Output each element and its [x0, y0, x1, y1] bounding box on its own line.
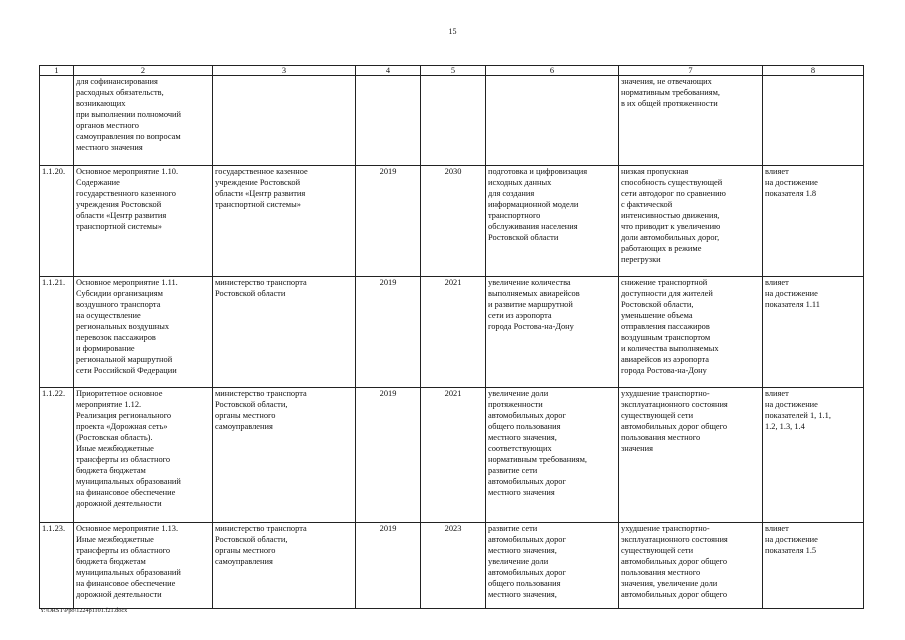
start-year: 2019 — [356, 166, 421, 277]
end-year — [421, 76, 486, 166]
expected-result: увеличение количества выполняемых авиарейсов и развитие маршрутной сети из аэропорта города Ростова-на-Дону — [486, 277, 619, 388]
row-number: 1.1.20. — [40, 166, 74, 277]
end-year: 2030 — [421, 166, 486, 277]
non-implementation-consequences: ухудшение транспортно- эксплуатационного состояния существующей сети автомобильных дорог общего пользования местного значения, увеличение доли автомобильных дорог общего — [619, 523, 763, 609]
end-year: 2021 — [421, 388, 486, 523]
table-row — [40, 277, 864, 388]
non-implementation-consequences: низкая пропускная способность существующей сети автодорог по сравнению с фактической интенсивностью движения, что приводит к увеличению доли автомобильных дорог, работающих в режиме перегрузки — [619, 166, 763, 277]
measure-name: Основное мероприятие 1.13. Иные межбюджетные трансферты из областного бюджета бюджетам муниципальных образований на финансовое обеспечение дорожной деятельности — [74, 523, 213, 609]
non-implementation-consequences: значения, не отвечающих нормативным требованиям, в их общей протяженности — [619, 76, 763, 166]
executor: государственное казенное учреждение Ростовской области «Центр развития транспортной системы» — [213, 166, 356, 277]
end-year: 2021 — [421, 277, 486, 388]
measure-name: Приоритетное основное мероприятие 1.12. Реализация регионального проекта «Дорожная сеть» (Ростовская область). Иные межбюджетные трансферты из областного бюджета бюджетам муниципальных образований на финансовое обеспечение дорожной деятельности — [74, 388, 213, 523]
indicator-link — [763, 76, 864, 166]
header-cell: 3 — [213, 66, 356, 76]
header-cell: 2 — [74, 66, 213, 76]
table-row — [40, 523, 864, 609]
expected-result: развитие сети автомобильных дорог местного значения, увеличение доли автомобильных дорог общего пользования местного значения, — [486, 523, 619, 609]
header-cell: 1 — [40, 66, 74, 76]
header-cell: 4 — [356, 66, 421, 76]
header-cell: 7 — [619, 66, 763, 76]
indicator-link: влияет на достижение показателя 1.11 — [763, 277, 864, 388]
table-row — [40, 76, 864, 166]
row-number: 1.1.22. — [40, 388, 74, 523]
executor: министерство транспорта Ростовской области, органы местного самоуправления — [213, 388, 356, 523]
expected-result: подготовка и цифровизация исходных данных для создания информационной модели транспортного обслуживания населения Ростовской области — [486, 166, 619, 277]
measures-table — [39, 65, 864, 609]
executor: министерство транспорта Ростовской области, органы местного самоуправления — [213, 523, 356, 609]
file-path-footer: Y:\ORST\Ppo\1224p1101.f21.docx — [40, 607, 128, 614]
page-number: 15 — [448, 27, 457, 36]
expected-result — [486, 76, 619, 166]
table-row — [40, 388, 864, 523]
row-number — [40, 76, 74, 166]
start-year — [356, 76, 421, 166]
measure-name: для софинансирования расходных обязательств, возникающих при выполнении полномочий органов местного самоуправления по вопросам местного значения — [74, 76, 213, 166]
indicator-link: влияет на достижение показателей 1, 1.1, 1.2, 1.3, 1.4 — [763, 388, 864, 523]
start-year: 2019 — [356, 277, 421, 388]
header-cell: 6 — [486, 66, 619, 76]
indicator-link: влияет на достижение показателя 1.8 — [763, 166, 864, 277]
measure-name: Основное мероприятие 1.10. Содержание государственного казенного учреждения Ростовской области «Центр развития транспортной системы» — [74, 166, 213, 277]
header-row — [40, 66, 864, 76]
table-row — [40, 166, 864, 277]
measure-name: Основное мероприятие 1.11. Субсидии организациям воздушного транспорта на осуществление региональных воздушных перевозок пассажиров и формирование региональной маршрутной сети Российской Федерации — [74, 277, 213, 388]
executor — [213, 76, 356, 166]
row-number: 1.1.23. — [40, 523, 74, 609]
start-year: 2019 — [356, 388, 421, 523]
header-cell: 5 — [421, 66, 486, 76]
non-implementation-consequences: снижение транспортной доступности для жителей Ростовской области, уменьшение объема отправления пассажиров воздушным транспортом и количества выполняемых авиарейсов из аэропорта города Ростова-на-Дону — [619, 277, 763, 388]
header-cell: 8 — [763, 66, 864, 76]
indicator-link: влияет на достижение показателя 1.5 — [763, 523, 864, 609]
row-number: 1.1.21. — [40, 277, 74, 388]
start-year: 2019 — [356, 523, 421, 609]
expected-result: увеличение доли протяженности автомобильных дорог общего пользования местного значения, соответствующих нормативным требованиям, развитие сети автомобильных дорог местного значения — [486, 388, 619, 523]
end-year: 2023 — [421, 523, 486, 609]
non-implementation-consequences: ухудшение транспортно- эксплуатационного состояния существующей сети автомобильных дорог общего пользования местного значения — [619, 388, 763, 523]
executor: министерство транспорта Ростовской области — [213, 277, 356, 388]
